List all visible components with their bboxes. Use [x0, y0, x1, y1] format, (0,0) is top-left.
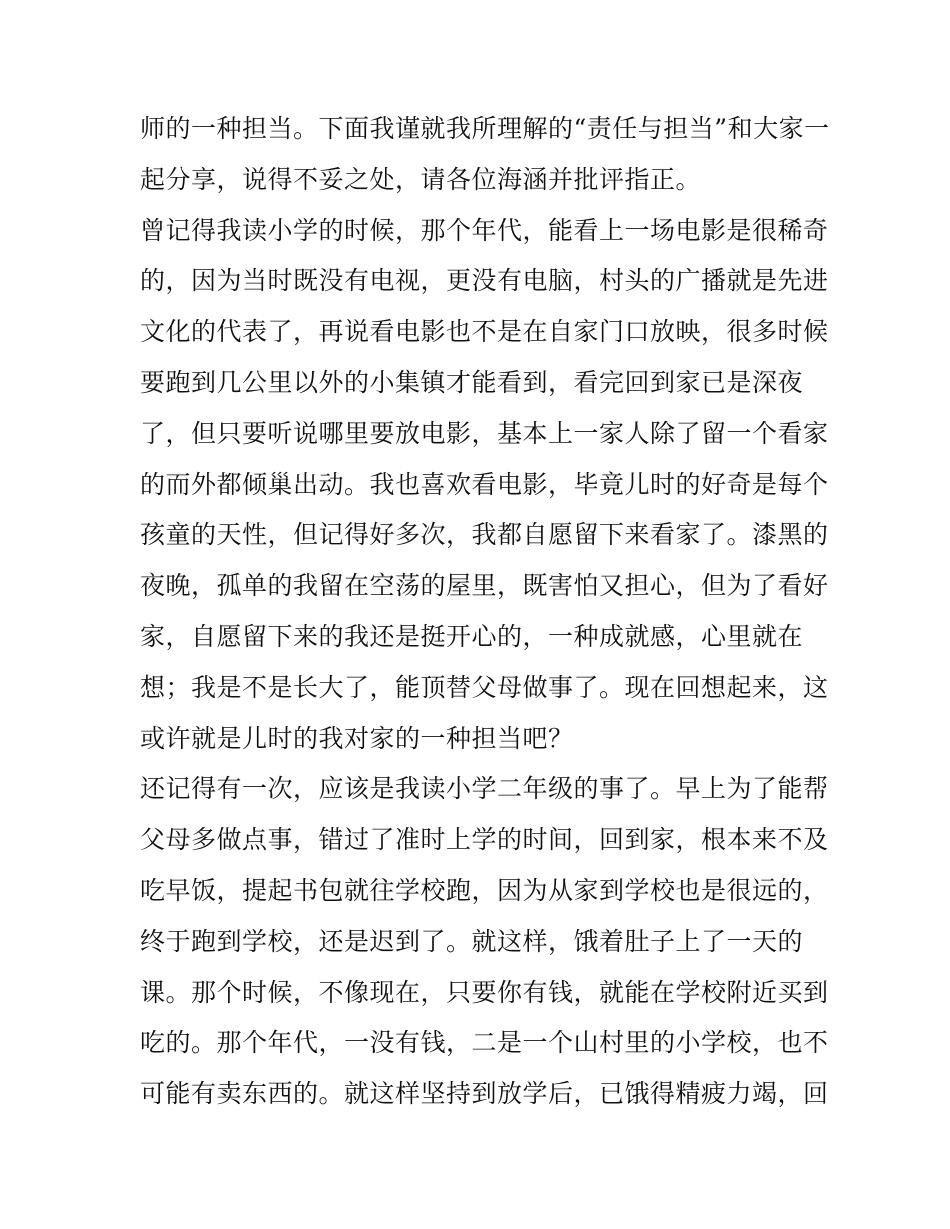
text-line-11: 家，自愿留下来的我还是挺开心的，一种成就感，心里就在: [140, 621, 804, 651]
text-line-12: 想；我是不是长大了，能顶替父母做事了。现在回想起来，这: [140, 672, 829, 702]
text-line-6: 要跑到几公里以外的小集镇才能看到，看完回到家已是深夜: [140, 367, 804, 397]
body-text: [140, 104, 830, 1120]
text-line-3: 曾记得我读小学的时候，那个年代，能看上一场电影是很稀奇: [140, 215, 829, 245]
text-line-1: 师的一种担当。下面我谨就我所理解的“责任与担当”和大家一: [140, 114, 830, 143]
text-line-14: 还记得有一次，应该是我读小学二年级的事了。早上为了能帮: [140, 774, 829, 804]
text-line-2: 起分享，说得不妥之处，请各位海涵并批评指正。: [140, 164, 702, 194]
text-line-19: 吃的。那个年代，一没有钱，二是一个山村里的小学校，也不: [140, 1028, 829, 1058]
text-line-17: 终于跑到学校，还是迟到了。就这样，饿着肚子上了一天的: [140, 926, 804, 956]
text-line-9: 孩童的天性，但记得好多次，我都自愿留下来看家了。漆黑的: [140, 520, 829, 550]
text-line-4: 的，因为当时既没有电视，更没有电脑，村头的广播就是先进: [140, 266, 829, 296]
text-line-10: 夜晚，孤单的我留在空荡的屋里，既害怕又担心，但为了看好: [140, 571, 829, 601]
text-line-18: 课。那个时候，不像现在，只要你有钱，就能在学校附近买到: [140, 977, 829, 1007]
text-line-16: 吃早饭，提起书包就往学校跑，因为从家到学校也是很远的，: [140, 875, 829, 905]
text-line-8: 的而外都倾巢出动。我也喜欢看电影，毕竟儿时的好奇是每个: [140, 469, 829, 499]
text-line-13: 或许就是儿时的我对家的一种担当吧？: [140, 723, 574, 753]
text-line-5: 文化的代表了，再说看电影也不是在自家门口放映，很多时候: [140, 317, 829, 347]
text-line-20: 可能有卖东西的。就这样坚持到放学后，已饿得精疲力竭，回: [140, 1079, 829, 1109]
text-line-15: 父母多做点事，错过了准时上学的时间，回到家，根本来不及: [140, 825, 829, 855]
text-line-7: 了，但只要听说哪里要放电影，基本上一家人除了留一个看家: [140, 418, 829, 448]
